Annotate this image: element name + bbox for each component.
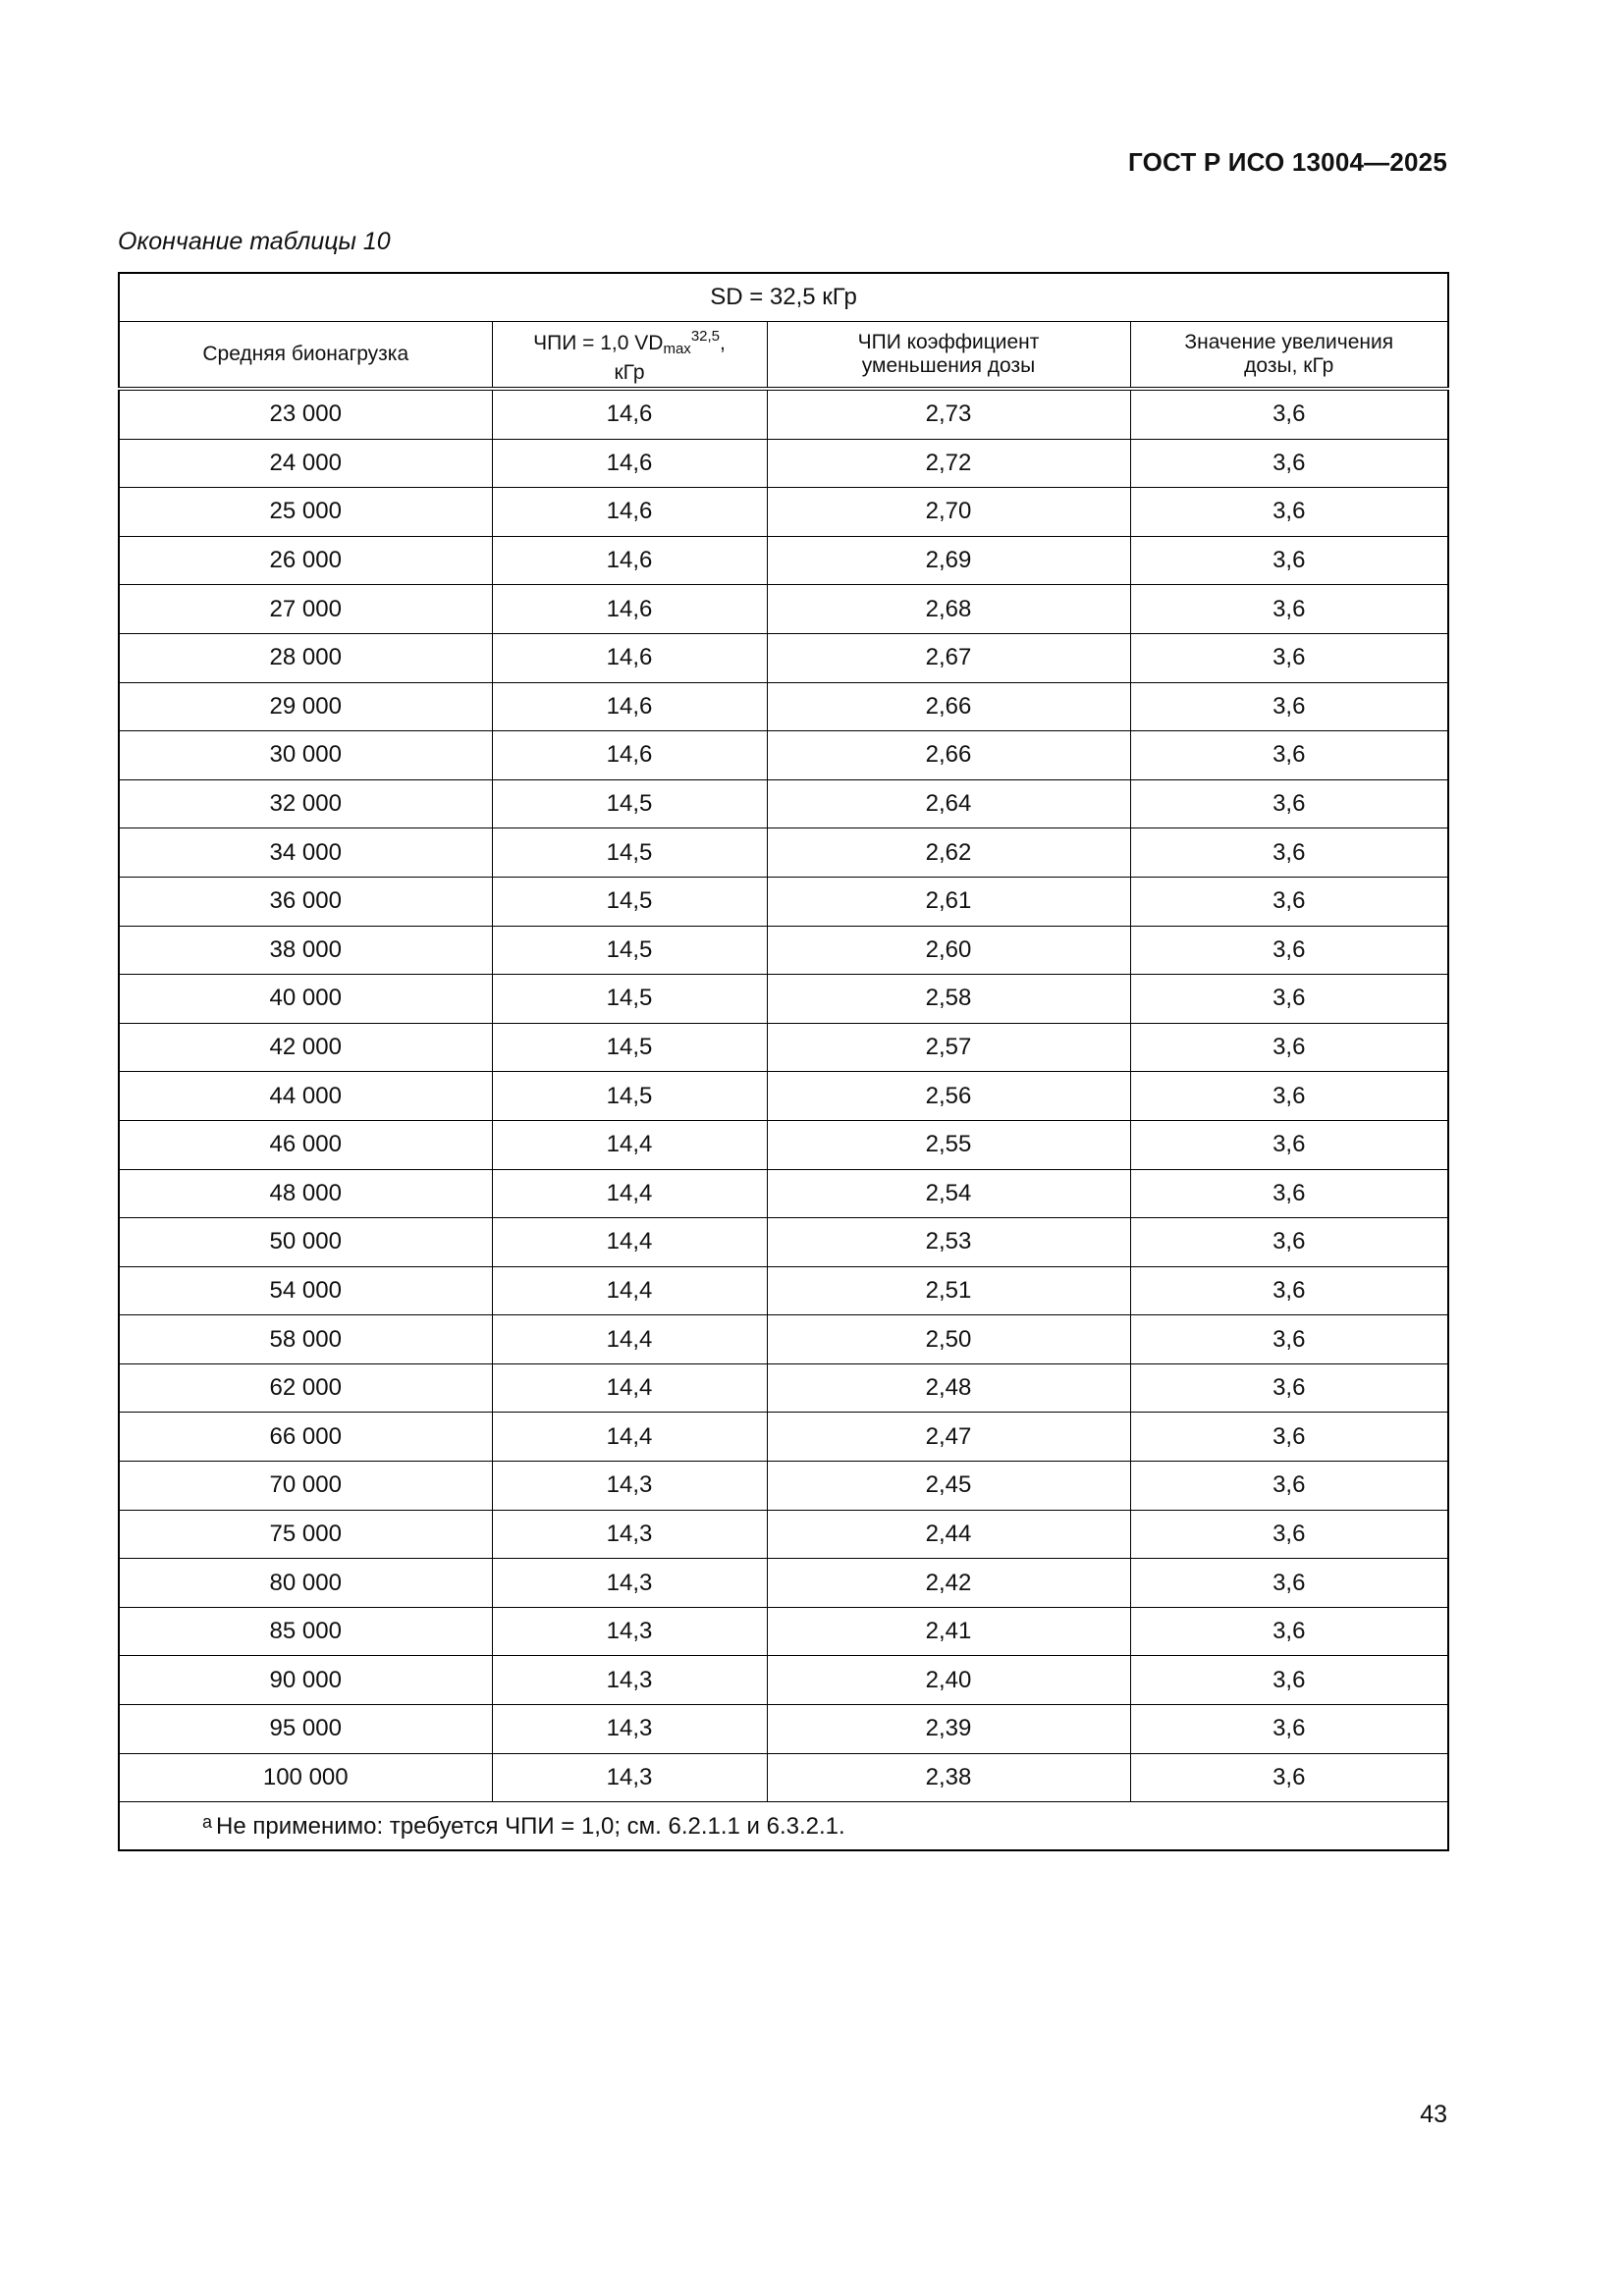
table-cell: 3,6 [1130, 731, 1448, 780]
table-cell: 48 000 [119, 1169, 492, 1218]
table-cell: 2,53 [767, 1218, 1130, 1267]
table-cell: 2,56 [767, 1072, 1130, 1121]
table-cell: 2,69 [767, 536, 1130, 585]
table-row [119, 439, 1448, 488]
table-cell: 2,47 [767, 1413, 1130, 1462]
table-cell: 3,6 [1130, 975, 1448, 1024]
table-cell: 29 000 [119, 682, 492, 731]
table-cell: 3,6 [1130, 1462, 1448, 1511]
column-header-dose-factor: ЧПИ коэффициент уменьшения дозы [767, 322, 1130, 390]
table-row [119, 1753, 1448, 1802]
table-cell: 23 000 [119, 389, 492, 439]
table-cell: 2,61 [767, 877, 1130, 926]
table-cell: 2,44 [767, 1510, 1130, 1559]
table-cell: 2,45 [767, 1462, 1130, 1511]
table-row [119, 1120, 1448, 1169]
table-cell: 2,42 [767, 1559, 1130, 1608]
table-cell: 3,6 [1130, 389, 1448, 439]
table-cell: 3,6 [1130, 633, 1448, 682]
table-cell: 2,66 [767, 731, 1130, 780]
table-cell: 14,4 [492, 1266, 767, 1315]
table-row [119, 975, 1448, 1024]
table-cell: 2,64 [767, 779, 1130, 828]
table-cell: 2,38 [767, 1753, 1130, 1802]
table-cell: 80 000 [119, 1559, 492, 1608]
table-cell: 3,6 [1130, 1120, 1448, 1169]
table-cell: 28 000 [119, 633, 492, 682]
table-cell: 3,6 [1130, 926, 1448, 975]
table-cell: 2,50 [767, 1315, 1130, 1364]
table-cell: 3,6 [1130, 1023, 1448, 1072]
table-cell: 14,6 [492, 488, 767, 537]
table-cell: 3,6 [1130, 1656, 1448, 1705]
footnote-marker: a [202, 1811, 213, 1832]
table-cell: 14,3 [492, 1705, 767, 1754]
table-cell: 3,6 [1130, 1072, 1448, 1121]
table-cell: 44 000 [119, 1072, 492, 1121]
column-header-sal-pre: ЧПИ = 1,0 VD [533, 331, 664, 354]
table-cell: 14,4 [492, 1363, 767, 1413]
table-cell: 3,6 [1130, 536, 1448, 585]
table-cell: 3,6 [1130, 585, 1448, 634]
table-cell: 14,3 [492, 1510, 767, 1559]
sd-label: SD = 32,5 кГр [119, 273, 1448, 322]
table-row [119, 828, 1448, 878]
table-cell: 40 000 [119, 975, 492, 1024]
table-cell: 30 000 [119, 731, 492, 780]
table-cell: 3,6 [1130, 488, 1448, 537]
table-row [119, 1559, 1448, 1608]
table-cell: 14,3 [492, 1559, 767, 1608]
table-cell: 3,6 [1130, 1413, 1448, 1462]
table-cell: 46 000 [119, 1120, 492, 1169]
table-cell: 50 000 [119, 1218, 492, 1267]
table-cell: 2,70 [767, 488, 1130, 537]
table-cell: 2,41 [767, 1607, 1130, 1656]
table-cell: 85 000 [119, 1607, 492, 1656]
table-cell: 2,39 [767, 1705, 1130, 1754]
table-cell: 2,72 [767, 439, 1130, 488]
table-row [119, 731, 1448, 780]
table-cell: 70 000 [119, 1462, 492, 1511]
table-cell: 2,66 [767, 682, 1130, 731]
column-header-sal-sub: max [663, 340, 691, 357]
page-number: 43 [1420, 2101, 1447, 2128]
table-row [119, 1705, 1448, 1754]
table-row [119, 1169, 1448, 1218]
table-row [119, 682, 1448, 731]
table-row [119, 1413, 1448, 1462]
table-cell: 14,5 [492, 1072, 767, 1121]
table-cell: 32 000 [119, 779, 492, 828]
table-cell: 66 000 [119, 1413, 492, 1462]
footnote-text: Не применимо: требуется ЧПИ = 1,0; см. 6.2.1.1 и 6.3.2.1. [216, 1812, 845, 1840]
table-row [119, 926, 1448, 975]
table-cell: 26 000 [119, 536, 492, 585]
table-row [119, 1315, 1448, 1364]
table-cell: 14,3 [492, 1656, 767, 1705]
table-cell: 14,4 [492, 1413, 767, 1462]
table-cell: 3,6 [1130, 1559, 1448, 1608]
table-row [119, 633, 1448, 682]
table-footnote [119, 1802, 1448, 1851]
table-cell: 14,4 [492, 1315, 767, 1364]
table-cell: 2,54 [767, 1169, 1130, 1218]
document-standard-header: ГОСТ Р ИСО 13004—2025 [1127, 147, 1447, 177]
table-cell: 3,6 [1130, 1266, 1448, 1315]
table-cell: 24 000 [119, 439, 492, 488]
table-cell: 3,6 [1130, 439, 1448, 488]
table-cell: 25 000 [119, 488, 492, 537]
table-cell: 14,6 [492, 682, 767, 731]
table-cell: 14,5 [492, 975, 767, 1024]
table-body [119, 389, 1448, 1802]
table-cell: 38 000 [119, 926, 492, 975]
table-row [119, 1218, 1448, 1267]
table-cell: 14,5 [492, 828, 767, 878]
table-cell: 14,6 [492, 731, 767, 780]
table-row [119, 488, 1448, 537]
table-cell: 42 000 [119, 1023, 492, 1072]
table-cell: 3,6 [1130, 1705, 1448, 1754]
table-cell: 14,3 [492, 1753, 767, 1802]
table-row [119, 1656, 1448, 1705]
table-cell: 3,6 [1130, 877, 1448, 926]
column-header-sal-sup: 32,5 [690, 327, 721, 345]
table-cell: 14,4 [492, 1218, 767, 1267]
table-row [119, 877, 1448, 926]
column-header-sal-unit: кГр [614, 360, 645, 384]
table-cell: 14,4 [492, 1169, 767, 1218]
table-cell: 75 000 [119, 1510, 492, 1559]
column-header-sal-post: , [720, 331, 726, 354]
table-cell: 2,57 [767, 1023, 1130, 1072]
table-cell: 14,6 [492, 536, 767, 585]
table-cell: 14,5 [492, 779, 767, 828]
table-cell: 2,73 [767, 389, 1130, 439]
table-cell: 2,40 [767, 1656, 1130, 1705]
table-cell: 2,51 [767, 1266, 1130, 1315]
table-row [119, 585, 1448, 634]
table-row [119, 1023, 1448, 1072]
table-row [119, 1607, 1448, 1656]
table-cell: 95 000 [119, 1705, 492, 1754]
table-cell: 100 000 [119, 1753, 492, 1802]
column-header-bioburden: Средняя бионагрузка [119, 322, 492, 390]
table-cell: 3,6 [1130, 1315, 1448, 1364]
table-cell: 62 000 [119, 1363, 492, 1413]
table-cell: 3,6 [1130, 779, 1448, 828]
table-cell: 14,5 [492, 926, 767, 975]
table-cell: 3,6 [1130, 828, 1448, 878]
column-header-dose-increment: Значение увеличения дозы, кГр [1130, 322, 1448, 390]
table-cell: 14,4 [492, 1120, 767, 1169]
table-cell: 2,48 [767, 1363, 1130, 1413]
table-cell: 14,3 [492, 1607, 767, 1656]
table-cell: 2,62 [767, 828, 1130, 878]
table-cell: 58 000 [119, 1315, 492, 1364]
table-row [119, 779, 1448, 828]
table-cell: 14,6 [492, 633, 767, 682]
table-cell: 3,6 [1130, 1753, 1448, 1802]
table-cell: 3,6 [1130, 1169, 1448, 1218]
data-table [118, 272, 1449, 1851]
table-cell: 3,6 [1130, 1363, 1448, 1413]
table-caption: Окончание таблицы 10 [118, 228, 391, 255]
table-cell: 27 000 [119, 585, 492, 634]
table-cell: 14,6 [492, 439, 767, 488]
table-row [119, 1072, 1448, 1121]
table-row [119, 1266, 1448, 1315]
table-cell: 14,3 [492, 1462, 767, 1511]
column-header-sal [492, 322, 767, 390]
table-cell: 3,6 [1130, 1510, 1448, 1559]
table-cell: 2,60 [767, 926, 1130, 975]
table-row [119, 1510, 1448, 1559]
table-cell: 2,55 [767, 1120, 1130, 1169]
table-cell: 3,6 [1130, 1218, 1448, 1267]
table-cell: 14,6 [492, 389, 767, 439]
table-cell: 2,58 [767, 975, 1130, 1024]
table-cell: 54 000 [119, 1266, 492, 1315]
table-cell: 2,68 [767, 585, 1130, 634]
table-cell: 90 000 [119, 1656, 492, 1705]
table-cell: 14,5 [492, 877, 767, 926]
table-row [119, 389, 1448, 439]
table-cell: 2,67 [767, 633, 1130, 682]
table-cell: 14,6 [492, 585, 767, 634]
table-cell: 34 000 [119, 828, 492, 878]
table-cell: 3,6 [1130, 1607, 1448, 1656]
table-cell: 14,5 [492, 1023, 767, 1072]
table-cell: 36 000 [119, 877, 492, 926]
table-cell: 3,6 [1130, 682, 1448, 731]
table-row [119, 536, 1448, 585]
table-row [119, 1363, 1448, 1413]
table-row [119, 1462, 1448, 1511]
